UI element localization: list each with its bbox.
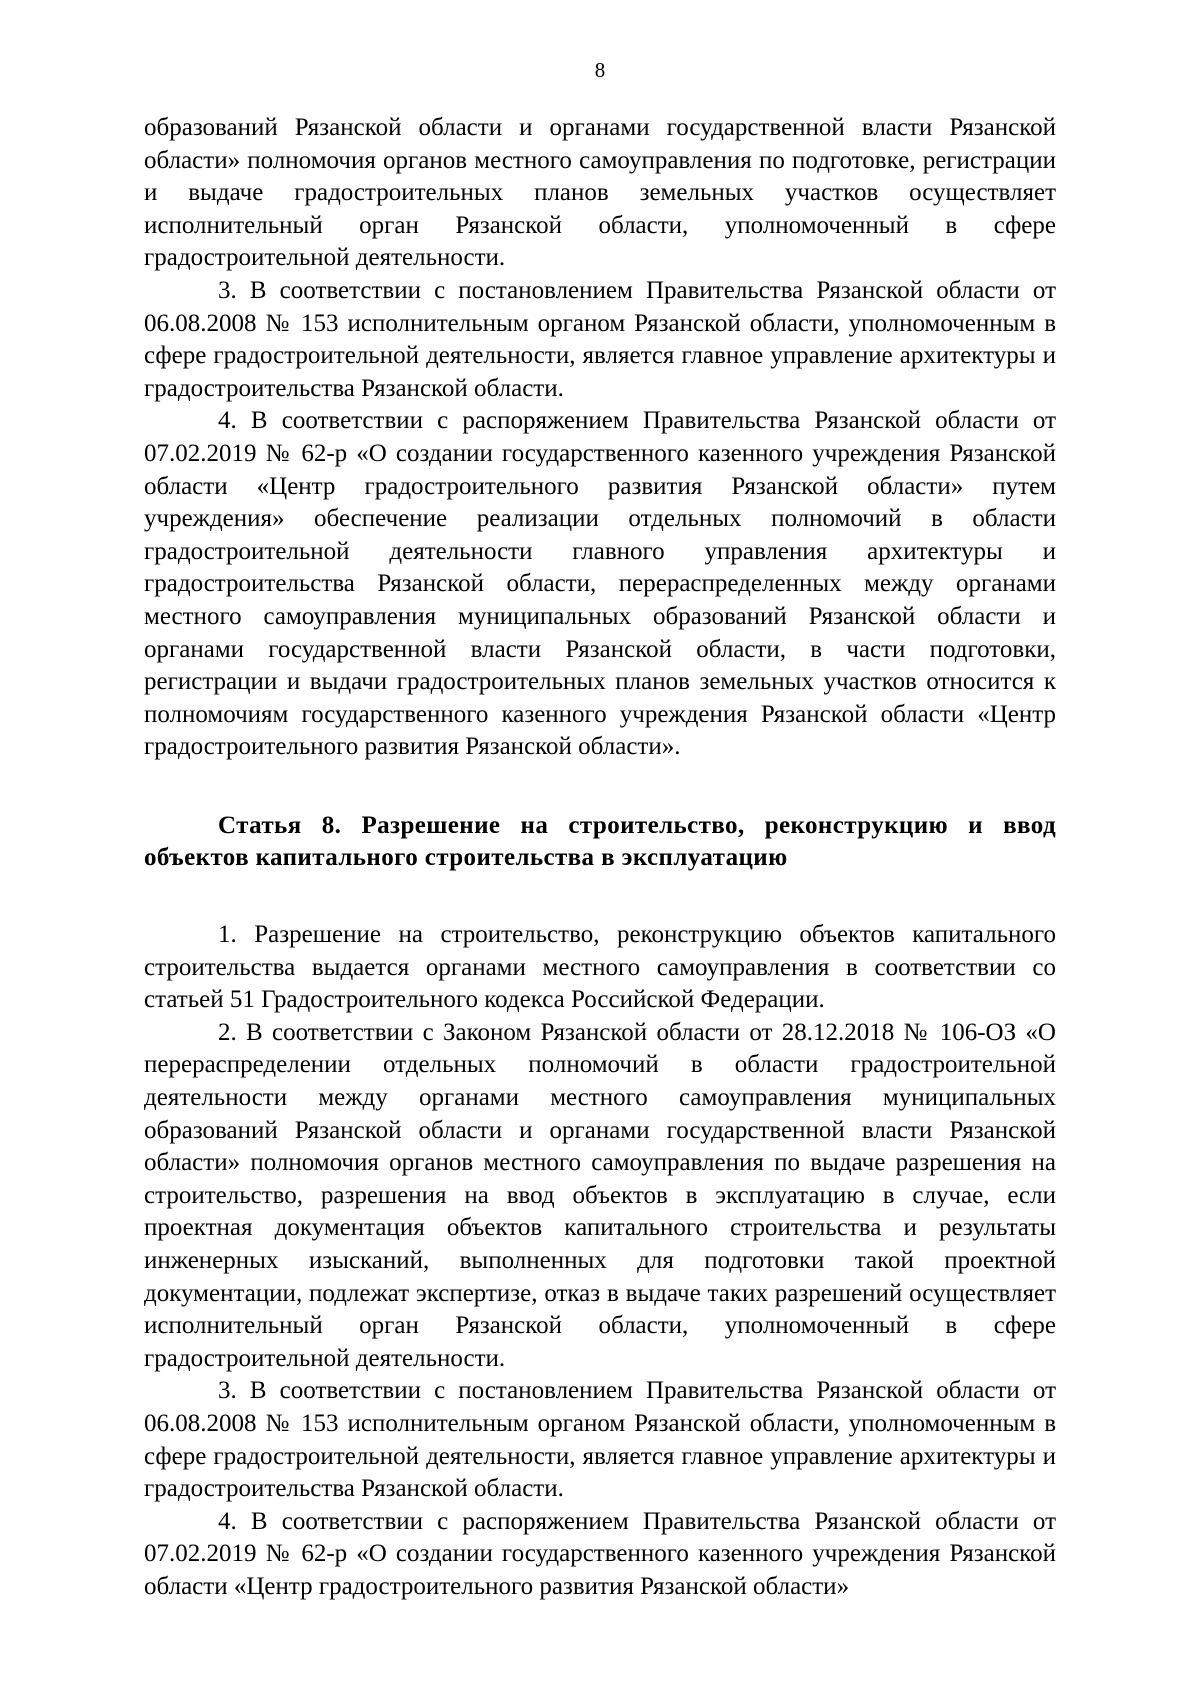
paragraph: 1. Разрешение на строительство, реконструкцию объектов капитального строительства выдается органами местного самоуправления в соответствии со статьей 51 Градостроительного кодекса Российской Федерации.: [144, 921, 1056, 1014]
paragraph: 4. В соответствии с распоряжением Правительства Рязанской области от 07.02.2019 № 62-р «О создании государственного казенного учреждения Рязанской области «Центр градостроительного развития Рязанской области»: [144, 1507, 1056, 1600]
paragraph: 4. В соответствии с распоряжением Правительства Рязанской области от 07.02.2019 № 62-р «О создании государственного казенного учреждения Рязанской области «Центр градостроительного развития Рязанской области» путем учреждения» обеспечение реализации отдельных полномочий в области градостроительной деятельности главного управления архитектуры и градостроительства Рязанской области, перераспределенных между органами местного самоуправления муниципальных образований Рязанской области и органами государственной власти Рязанской области, в части подготовки, регистрации и выдачи градостроительных планов земельных участков относится к полномочиям государственного казенного учреждения Рязанской области «Центр градостроительного развития Рязанской области».: [144, 407, 1056, 761]
paragraph: 3. В соответствии с постановлением Правительства Рязанской области от 06.08.2008 № 153 исполнительным органом Рязанской области, уполномоченным в сфере градостроительной деятельности, является главное управление архитектуры и градостроительства Рязанской области.: [144, 276, 1056, 402]
page-number: 8: [594, 58, 606, 82]
document-body: [144, 112, 1056, 1604]
paragraph: образований Рязанской области и органами государственной власти Рязанской области» полномочия органов местного самоуправления по подготовке, регистрации и выдаче градостроительных планов земельных участков осуществляет исполнительный орган Рязанской области, уполномоченный в сфере градостроительной деятельности.: [144, 114, 1056, 272]
paragraph: 3. В соответствии с постановлением Правительства Рязанской области от 06.08.2008 № 153 исполнительным органом Рязанской области, уполномоченным в сфере градостроительной деятельности, является главное управление архитектуры и градостроительства Рязанской области.: [144, 1377, 1056, 1503]
article-heading: Статья 8. Разрешение на строительство, реконструкцию и ввод объектов капитального строительства в эксплуатацию: [144, 811, 1056, 872]
paragraph: 2. В соответствии с Законом Рязанской области от 28.12.2018 № 106-ОЗ «О перераспределении отдельных полномочий в области градостроительной деятельности между органами местного самоуправления муниципальных образований Рязанской области и органами государственной власти Рязанской области» полномочия органов местного самоуправления по выдаче разрешения на строительство, разрешения на ввод объектов в эксплуатацию в случае, если проектная документация объектов капитального строительства и результаты инженерных изысканий, выполненных для подготовки такой проектной документации, подлежат экспертизе, отказ в выдаче таких разрешений осуществляет исполнительный орган Рязанской области, уполномоченный в сфере градостроительной деятельности.: [144, 1018, 1056, 1372]
